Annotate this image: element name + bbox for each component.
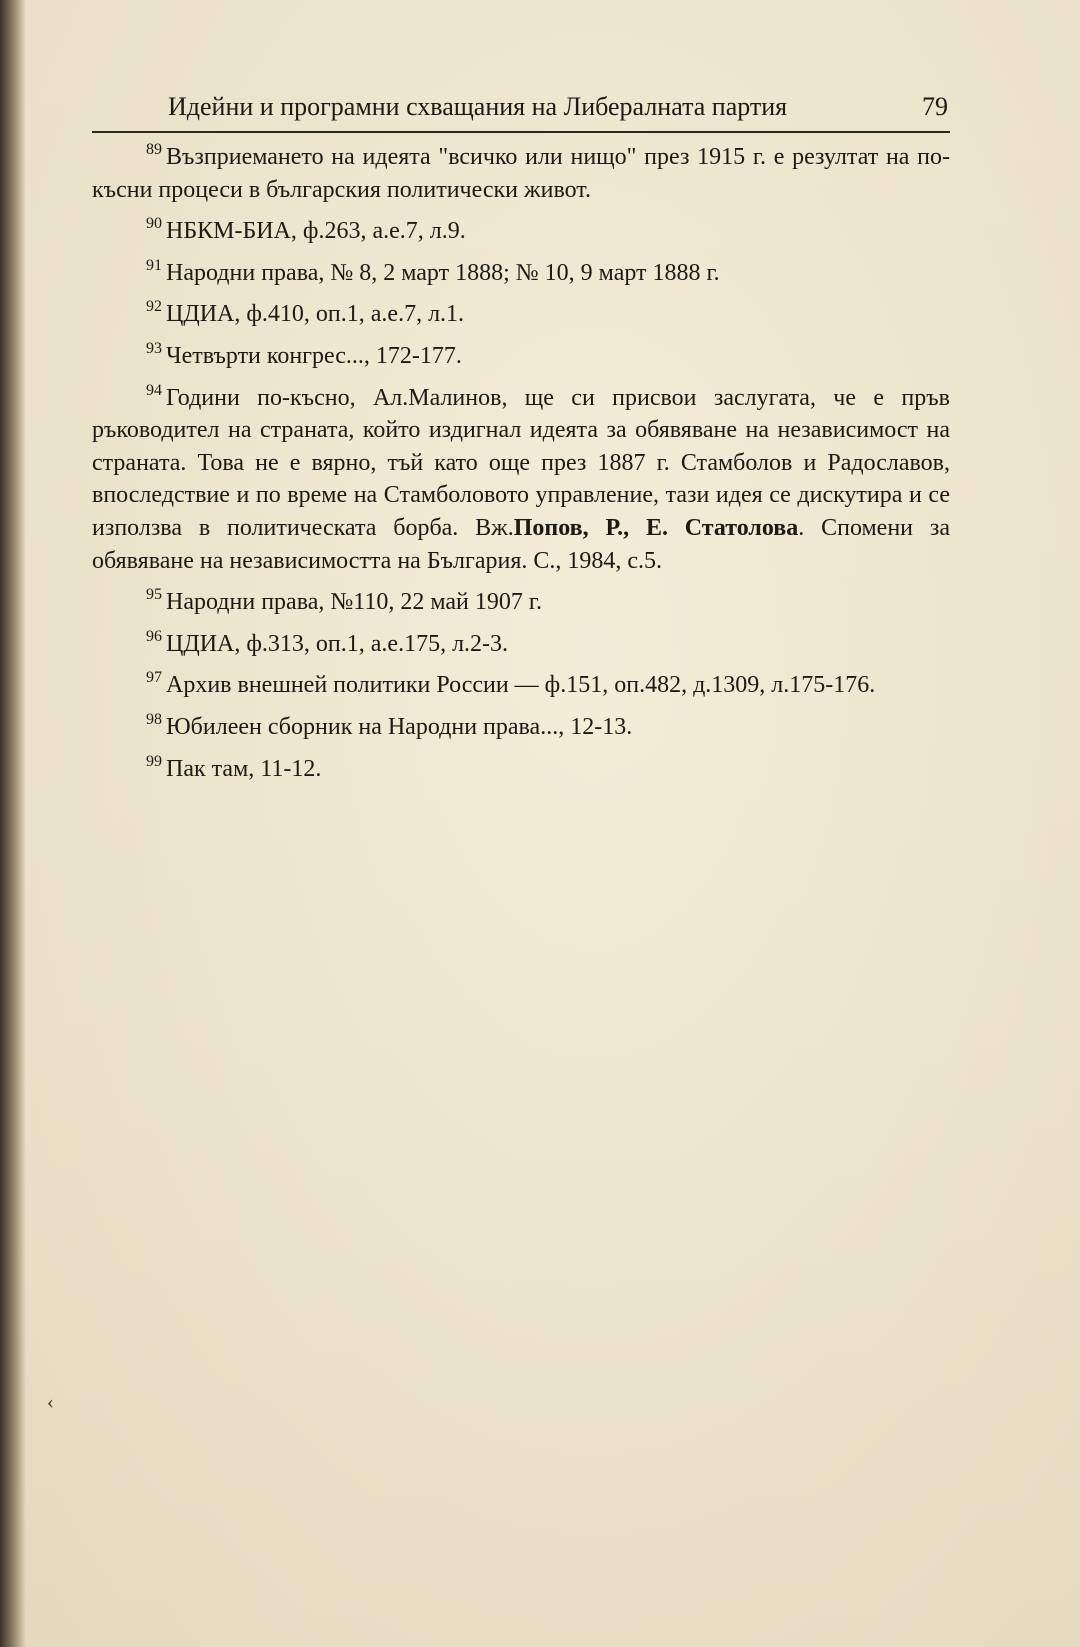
footnote-number: 90 <box>146 215 162 233</box>
footnote <box>92 628 950 661</box>
footnote-text: НБКМ-БИА, ф.263, а.е.7, л.9. <box>166 218 466 245</box>
footnote-text-continued: . Спомени за обявяване на независимостта на България. С., 1984, с.5. <box>92 514 950 574</box>
footnote-text: Години по-късно, Ал.Малинов, ще си присвои заслугата, че е пръв ръководител на страната, който издигнал идеята за обявяване на независимост на страната. Това не е вярно, тъй като още през 1887 г. Стамболов и Радославов, впоследствие и по време на Стамболовото управление, тази идея се дискутира и се използва в политическата борба. Вж. <box>92 384 950 541</box>
footnote-number: 91 <box>146 256 162 274</box>
footnote <box>92 215 950 248</box>
footnote <box>92 669 950 702</box>
footnote-number: 92 <box>146 298 162 316</box>
book-spine-shadow <box>0 0 26 1647</box>
footnote-text: Народни права, № 8, 2 март 1888; № 10, 9 март 1888 г. <box>166 259 720 286</box>
page-number: 79 <box>922 92 948 121</box>
footnote <box>92 711 950 744</box>
footnote-text: ЦДИА, ф.410, оп.1, а.е.7, л.1. <box>166 301 465 328</box>
print-speck: ‹ <box>47 1391 54 1413</box>
footnote-number: 96 <box>146 627 162 645</box>
header-rule <box>92 131 950 133</box>
footnote-text: Юбилеен сборник на Народни права..., 12-13. <box>166 713 633 740</box>
footnote <box>92 141 950 206</box>
footnote-number: 94 <box>146 381 162 399</box>
running-title: Идейни и програмни схващания на Либералната партия <box>168 92 788 121</box>
footnote <box>92 753 950 786</box>
footnote-text: ЦДИА, ф.313, оп.1, а.е.175, л.2-3. <box>166 630 509 657</box>
footnotes <box>92 141 950 794</box>
footnote-number: 98 <box>146 710 162 728</box>
footnote <box>92 257 950 290</box>
footnote-text: Пак там, 11-12. <box>166 755 322 782</box>
footnote <box>92 586 950 619</box>
footnote <box>92 382 950 578</box>
footnote-number: 97 <box>146 669 162 687</box>
footnote-number: 89 <box>146 141 162 158</box>
footnote-number: 99 <box>146 752 162 770</box>
footnote-text: Възприемането на идеята "всичко или нищо" през 1915 г. е резултат на по-късни процеси в българския политически живот. <box>92 144 950 203</box>
footnote-text: Народни права, №110, 22 май 1907 г. <box>166 589 543 616</box>
footnote-authors: Попов, Р., Е. Статолова <box>513 514 799 541</box>
footnote-text: Архив внешней политики России — ф.151, оп.482, д.1309, л.175-176. <box>166 672 876 699</box>
footnote-text: Четвърти конгрес..., 172-177. <box>166 342 462 369</box>
footnote <box>92 298 950 331</box>
footnote-number: 95 <box>146 586 162 604</box>
footnote-number: 93 <box>146 339 162 357</box>
running-head <box>168 89 948 125</box>
footnote <box>92 340 950 373</box>
